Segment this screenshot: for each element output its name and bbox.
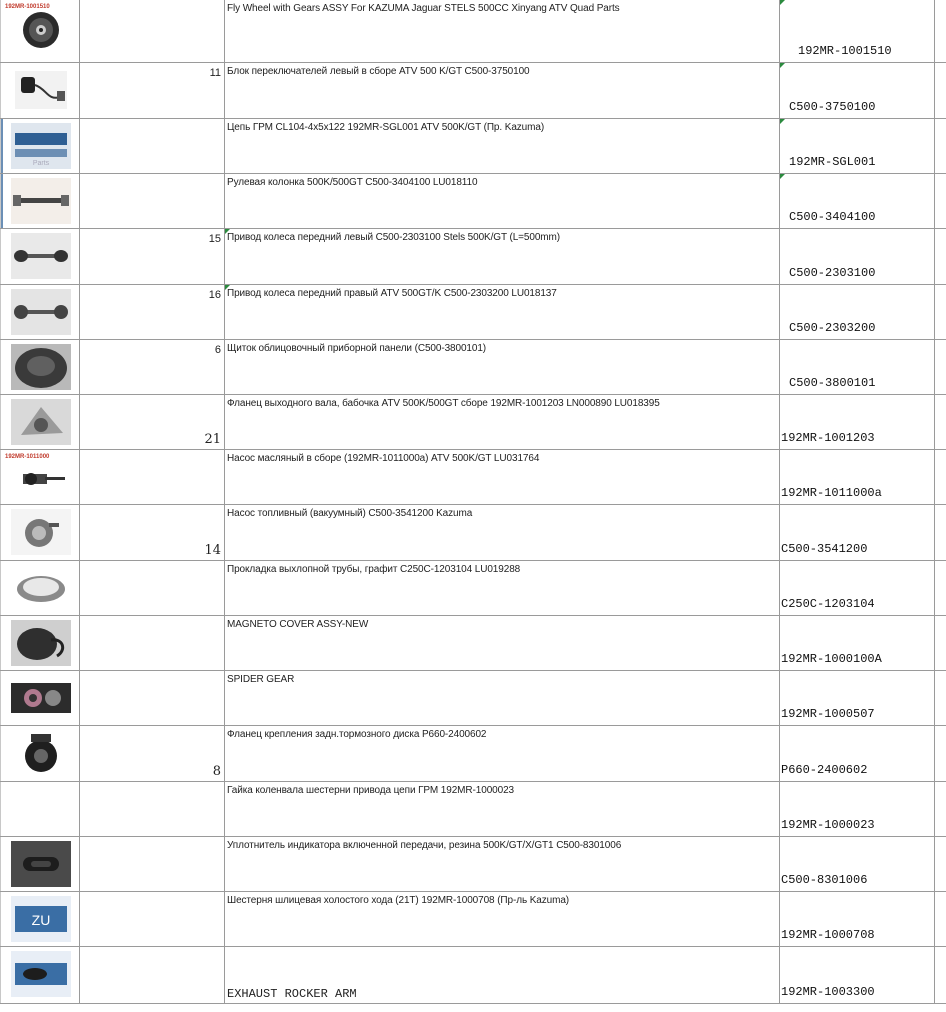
qty-cell[interactable] bbox=[80, 505, 225, 560]
part-code: C500-2303100 bbox=[789, 266, 876, 280]
part-description: Фланец выходного вала, бабочка ATV 500K/500GT сборе 192MR-1001203 LN000890 LU018395 bbox=[227, 398, 660, 409]
part-description: Гайка коленвала шестерни привода цепи ГРМ 192MR-1000023 bbox=[227, 785, 514, 796]
part-image-cell[interactable] bbox=[0, 726, 80, 781]
part-description: SPIDER GEAR bbox=[227, 674, 295, 685]
part-image-cell[interactable] bbox=[0, 947, 80, 1003]
table-row bbox=[0, 505, 946, 561]
part-code: 192MR-1001510 bbox=[798, 44, 892, 58]
qty-cell[interactable] bbox=[80, 782, 225, 836]
part-image-cell[interactable] bbox=[0, 174, 80, 228]
qty-cell[interactable] bbox=[80, 671, 225, 725]
part-code: 192MR-1000023 bbox=[781, 818, 875, 832]
qty-value: 15 bbox=[208, 233, 221, 245]
part-code-cell[interactable] bbox=[780, 395, 935, 449]
exhaust-gasket-icon bbox=[11, 565, 71, 611]
part-image-cell[interactable] bbox=[0, 63, 80, 118]
part-description: Насос масляный в сборе (192MR-1011000a) ATV 500K/GT LU031764 bbox=[227, 453, 540, 464]
table-row bbox=[0, 671, 946, 726]
extra-cell[interactable] bbox=[935, 119, 946, 173]
part-code: P660-2400602 bbox=[781, 763, 868, 777]
qty-value: 11 bbox=[209, 67, 221, 79]
part-image-cell[interactable] bbox=[0, 0, 80, 62]
table-row bbox=[0, 561, 946, 616]
qty-cell[interactable] bbox=[80, 892, 225, 946]
part-code: 192MR-1000100A bbox=[781, 652, 882, 666]
extra-cell[interactable] bbox=[935, 505, 946, 560]
svg-text:Parts: Parts bbox=[32, 160, 50, 167]
qty-cell[interactable] bbox=[80, 726, 225, 781]
part-image-cell[interactable] bbox=[0, 229, 80, 284]
qty-value: 6 bbox=[214, 344, 221, 356]
description-cell[interactable] bbox=[225, 119, 780, 173]
table-row bbox=[0, 837, 946, 892]
description-cell[interactable] bbox=[225, 837, 780, 891]
part-code-cell[interactable] bbox=[780, 119, 935, 173]
idle-gear-icon bbox=[11, 896, 71, 942]
part-description: Щиток облицовочный приборной панели (C500-3800101) bbox=[227, 343, 487, 354]
part-description: Привод колеса передний правый ATV 500GT/K C500-2303200 LU018137 bbox=[227, 288, 557, 299]
qty-cell[interactable] bbox=[80, 616, 225, 670]
part-code-cell[interactable] bbox=[780, 616, 935, 670]
part-code: C500-3800101 bbox=[789, 376, 876, 390]
part-code-cell[interactable] bbox=[780, 892, 935, 946]
fuel-pump-icon bbox=[11, 509, 71, 555]
qty-cell[interactable] bbox=[80, 947, 225, 1003]
drive-shaft-right-icon bbox=[11, 289, 71, 335]
cell-comment-marker bbox=[780, 119, 785, 124]
steering-column-icon bbox=[11, 178, 71, 224]
table-row bbox=[0, 0, 946, 63]
part-description: Fly Wheel with Gears ASSY For KAZUMA Jaguar STELS 500CC Xinyang ATV Quad Parts bbox=[227, 3, 620, 14]
extra-cell[interactable] bbox=[935, 340, 946, 394]
qty-cell[interactable] bbox=[80, 63, 225, 118]
extra-cell[interactable] bbox=[935, 450, 946, 504]
qty-value: 21 bbox=[204, 432, 221, 447]
description-cell[interactable] bbox=[225, 505, 780, 560]
cell-comment-marker bbox=[780, 174, 785, 179]
extra-cell[interactable] bbox=[935, 395, 946, 449]
image-part-label: 192MR-1011000 bbox=[5, 454, 50, 460]
table-row bbox=[0, 947, 946, 1004]
part-image-cell[interactable] bbox=[0, 285, 80, 339]
description-cell[interactable] bbox=[225, 947, 780, 1003]
table-row bbox=[0, 450, 946, 505]
description-cell[interactable] bbox=[225, 616, 780, 670]
part-code: C500-8301006 bbox=[781, 873, 868, 887]
description-cell[interactable] bbox=[225, 726, 780, 781]
part-code-cell[interactable] bbox=[780, 174, 935, 228]
part-code: C500-3541200 bbox=[781, 542, 868, 556]
part-description: Цепь ГРМ CL104-4x5x122 192MR-SGL001 ATV 500K/GT (Пр. Kazuma) bbox=[227, 122, 545, 133]
extra-cell[interactable] bbox=[935, 285, 946, 339]
image-part-label: 192MR-1001510 bbox=[5, 4, 50, 10]
part-code-cell[interactable] bbox=[780, 671, 935, 725]
extra-cell[interactable] bbox=[935, 0, 946, 62]
qty-cell[interactable] bbox=[80, 285, 225, 339]
qty-value: 16 bbox=[208, 289, 221, 301]
part-description: Шестерня шлицевая холостого хода (21T) 192MR-1000708 (Пр-ль Kazuma) bbox=[227, 895, 570, 906]
qty-cell[interactable] bbox=[80, 561, 225, 615]
switch-block-icon bbox=[11, 67, 71, 113]
qty-cell[interactable] bbox=[80, 837, 225, 891]
spider-gear-icon bbox=[11, 675, 71, 721]
part-code-cell[interactable] bbox=[780, 229, 935, 284]
flywheel-icon bbox=[11, 4, 71, 50]
description-cell[interactable] bbox=[225, 561, 780, 615]
part-description: Рулевая колонка 500K/500GT C500-3404100 LU018110 bbox=[227, 177, 478, 188]
description-cell[interactable] bbox=[225, 450, 780, 504]
table-row bbox=[0, 229, 946, 285]
table-row bbox=[0, 726, 946, 782]
brake-flange-icon bbox=[11, 730, 71, 776]
part-description: MAGNETO COVER ASSY-NEW bbox=[227, 619, 369, 630]
oil-pump-icon bbox=[11, 454, 71, 500]
description-cell[interactable] bbox=[225, 63, 780, 118]
part-code: 192MR-SGL001 bbox=[789, 155, 876, 169]
part-image-cell[interactable] bbox=[0, 340, 80, 394]
extra-cell[interactable] bbox=[935, 892, 946, 946]
extra-cell[interactable] bbox=[935, 726, 946, 781]
part-code-cell[interactable] bbox=[780, 561, 935, 615]
cell-comment-marker bbox=[225, 229, 230, 234]
description-cell[interactable] bbox=[225, 0, 780, 62]
qty-cell[interactable] bbox=[80, 119, 225, 173]
part-code: 192MR-1003300 bbox=[781, 985, 875, 999]
part-description: Блок переключателей левый в сборе ATV 500 K/GT C500-3750100 bbox=[227, 66, 530, 77]
table-row bbox=[0, 782, 946, 837]
part-description: Привод колеса передний левый C500-2303100 Stels 500K/GT (L=500mm) bbox=[227, 232, 560, 243]
part-image-cell[interactable] bbox=[0, 450, 80, 504]
table-row bbox=[0, 395, 946, 450]
qty-cell[interactable] bbox=[80, 0, 225, 62]
extra-cell[interactable] bbox=[935, 561, 946, 615]
description-cell[interactable] bbox=[225, 395, 780, 449]
seal-rubber-icon bbox=[11, 841, 71, 887]
part-code: 192MR-1011000a bbox=[781, 486, 882, 500]
extra-cell[interactable] bbox=[935, 947, 946, 1003]
part-code-cell[interactable] bbox=[780, 285, 935, 339]
description-cell[interactable] bbox=[225, 892, 780, 946]
part-description: EXHAUST ROCKER ARM bbox=[227, 987, 357, 1001]
row-side-marker bbox=[1, 119, 3, 173]
part-code-cell[interactable] bbox=[780, 726, 935, 781]
description-cell[interactable] bbox=[225, 782, 780, 836]
qty-value: 8 bbox=[212, 764, 221, 779]
extra-cell[interactable] bbox=[935, 837, 946, 891]
part-code: C500-3750100 bbox=[789, 100, 876, 114]
part-code-cell[interactable] bbox=[780, 837, 935, 891]
part-image-cell[interactable] bbox=[0, 671, 80, 725]
table-row bbox=[0, 174, 946, 229]
part-code: C500-2303200 bbox=[789, 321, 876, 335]
part-code-cell[interactable] bbox=[780, 947, 935, 1003]
extra-cell[interactable] bbox=[935, 229, 946, 284]
description-cell[interactable] bbox=[225, 229, 780, 284]
drive-shaft-left-icon bbox=[11, 233, 71, 279]
part-description: Фланец крепления задн.тормозного диска P660-2400602 bbox=[227, 729, 487, 740]
rocker-arm-icon bbox=[11, 951, 71, 997]
part-image-cell[interactable] bbox=[0, 782, 80, 836]
part-image-cell[interactable] bbox=[0, 505, 80, 560]
dashboard-panel-icon bbox=[11, 344, 71, 390]
part-image-cell[interactable] bbox=[0, 119, 80, 173]
part-code-cell[interactable] bbox=[780, 340, 935, 394]
timing-chain-icon bbox=[11, 123, 71, 169]
part-image-cell[interactable] bbox=[0, 837, 80, 891]
part-code-cell[interactable] bbox=[780, 0, 935, 62]
part-code-cell[interactable] bbox=[780, 505, 935, 560]
qty-cell[interactable] bbox=[80, 340, 225, 394]
part-code-cell[interactable] bbox=[780, 782, 935, 836]
part-description: Насос топливный (вакуумный) C500-3541200 Kazuma bbox=[227, 508, 473, 519]
extra-cell[interactable] bbox=[935, 616, 946, 670]
qty-cell[interactable] bbox=[80, 174, 225, 228]
part-image-cell[interactable] bbox=[0, 892, 80, 946]
cell-comment-marker bbox=[225, 285, 230, 290]
part-code: C500-3404100 bbox=[789, 210, 876, 224]
part-image-cell[interactable] bbox=[0, 395, 80, 449]
table-row bbox=[0, 340, 946, 395]
description-cell[interactable] bbox=[225, 285, 780, 339]
part-code: 192MR-1001203 bbox=[781, 431, 875, 445]
description-cell[interactable] bbox=[225, 671, 780, 725]
part-code: 192MR-1000507 bbox=[781, 707, 875, 721]
part-image-cell[interactable] bbox=[0, 616, 80, 670]
output-flange-icon bbox=[11, 399, 71, 445]
qty-cell[interactable] bbox=[80, 450, 225, 504]
qty-cell[interactable] bbox=[80, 395, 225, 449]
extra-cell[interactable] bbox=[935, 174, 946, 228]
part-code: 192MR-1000708 bbox=[781, 928, 875, 942]
extra-cell[interactable] bbox=[935, 671, 946, 725]
part-description: Прокладка выхлопной трубы, графит C250C-1203104 LU019288 bbox=[227, 564, 521, 575]
table-row bbox=[0, 285, 946, 340]
part-code: C250C-1203104 bbox=[781, 597, 875, 611]
svg-text:ZU: ZU bbox=[31, 912, 51, 928]
extra-cell[interactable] bbox=[935, 782, 946, 836]
magneto-cover-icon bbox=[11, 620, 71, 666]
part-image-cell[interactable] bbox=[0, 561, 80, 615]
table-row bbox=[0, 119, 946, 174]
row-side-marker bbox=[1, 174, 3, 228]
cell-comment-marker bbox=[780, 63, 785, 68]
table-row bbox=[0, 892, 946, 947]
table-row bbox=[0, 63, 946, 119]
part-code-cell[interactable] bbox=[780, 63, 935, 118]
description-cell[interactable] bbox=[225, 340, 780, 394]
part-description: Уплотнитель индикатора включенной передачи, резина 500K/GT/X/GT1 C500-8301006 bbox=[227, 840, 622, 851]
qty-value: 14 bbox=[204, 543, 221, 558]
extra-cell[interactable] bbox=[935, 63, 946, 118]
cell-comment-marker bbox=[780, 0, 785, 5]
table-row bbox=[0, 616, 946, 671]
description-cell[interactable] bbox=[225, 174, 780, 228]
part-code-cell[interactable] bbox=[780, 450, 935, 504]
qty-cell[interactable] bbox=[80, 229, 225, 284]
